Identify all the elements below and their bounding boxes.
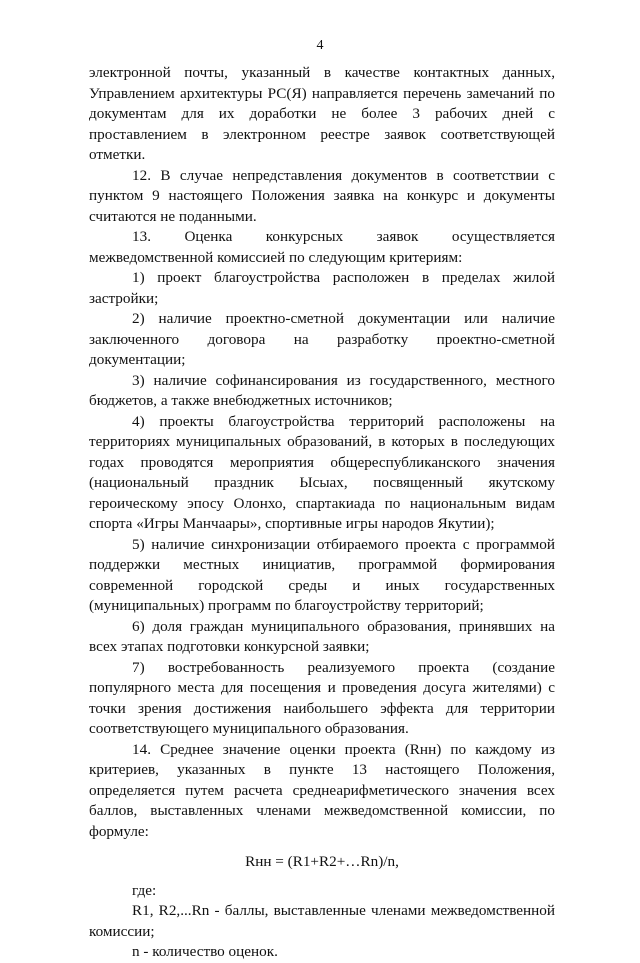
criterion-item: 6) доля граждан муниципального образования, принявших на всех этапах подготовки конкурсной заявки; — [89, 617, 555, 655]
paragraph: электронной почты, указанный в качестве контактных данных, Управлением архитектуры РС(Я) направляется перечень замечаний по документам для их доработки не более 3 рабочих дней с проставлением в электронном реестре заявок соответствующей отметки. — [89, 64, 555, 163]
formula: Rнн = (R1+R2+…Rn)/n, — [245, 853, 399, 870]
paragraph: 12. В случае непредставления документов в соответствии с пунктом 9 настоящего Положения заявка на конкурс и документы считаются не поданными. — [89, 166, 555, 225]
criterion-item: 5) наличие синхронизации отбираемого проекта с программой поддержки местных инициатив, программой формирования современной городской среды и иных государственных (муниципальных) программ по благоустройству территорий; — [89, 535, 555, 614]
page-number: 4 — [316, 38, 324, 53]
formula-legend-intro: где: — [132, 881, 157, 899]
criterion-item: 1) проект благоустройства расположен в пределах жилой застройки; — [89, 269, 555, 307]
criterion-item: 2) наличие проектно-сметной документации или наличие заключенного договора на разработку проектно-сметной документации; — [89, 310, 555, 368]
formula-legend-item: n - количество оценок. — [132, 943, 278, 960]
criterion-item: 3) наличие софинансирования из государственного, местного бюджетов, а также внебюджетных источников; — [89, 371, 555, 409]
formula-legend-item: R1, R2,...Rn - баллы, выставленные членами межведомственной комиссии; — [89, 902, 555, 940]
criterion-item: 7) востребованность реализуемого проекта (создание популярного места для посещения и проведения досуга жителями) с точки зрения достижения наибольшего эффекта для территории соответствующего муниципального образования. — [89, 658, 555, 737]
paragraph: 13. Оценка конкурсных заявок осуществляется межведомственной комиссией по следующим критериям: — [89, 228, 555, 266]
criterion-item: 4) проекты благоустройства территорий расположены на территориях муниципальных образований, в которых в последующих годах проводятся мероприятия общереспубликанского значения (национальный праздник Ысыах, посвященный якутскому героическому эпосу Олонхо, спартакиада по национальным видам спорта «Игры Манчаары», спортивные игры народов Якутии); — [89, 412, 555, 532]
paragraph: 14. Среднее значение оценки проекта (Rнн) по каждому из критериев, указанных в пункте 13 настоящего Положения, определяется путем расчета среднеарифметического значения всех баллов, выставленных членами межведомственной комиссии, по формуле: — [89, 740, 555, 840]
document-body — [89, 63, 555, 963]
